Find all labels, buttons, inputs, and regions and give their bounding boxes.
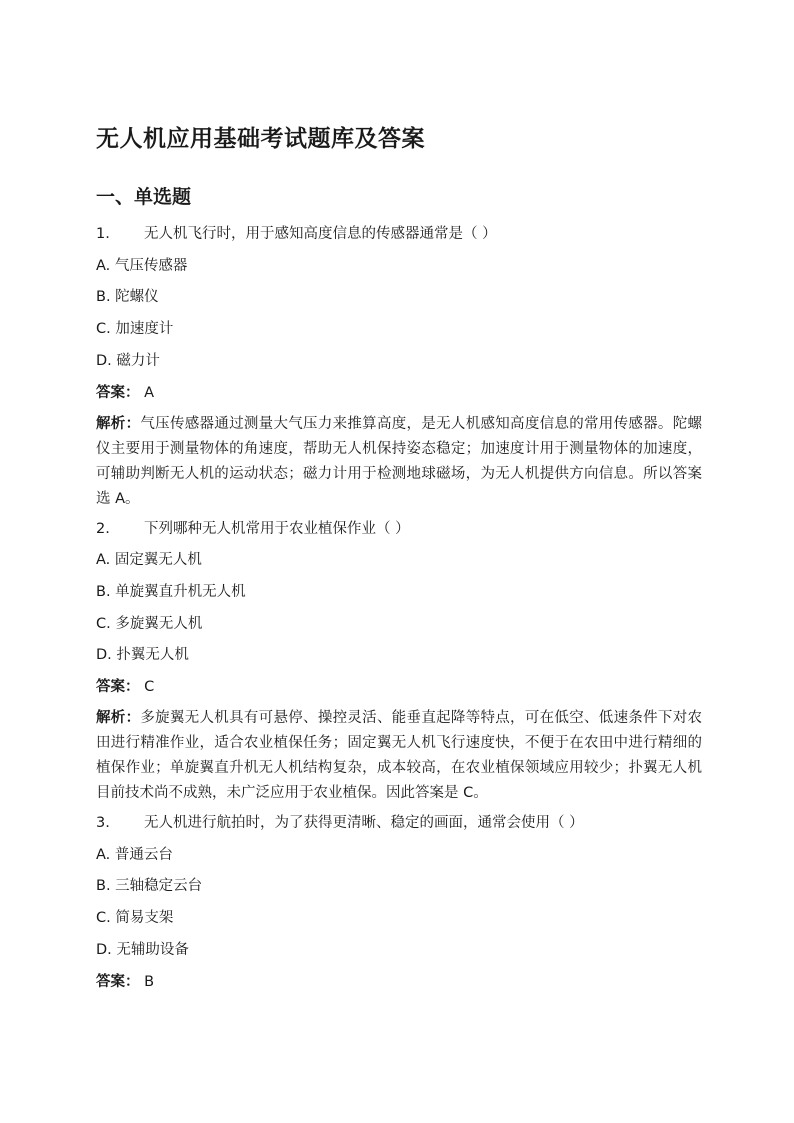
option-c: C. 简易支架	[96, 910, 174, 926]
explanation-text: 气压传感器通过测量大气压力来推算高度，是无人机感知高度信息的常用传感器。陀螺仪主要用于测量物体的角速度，帮助无人机保持姿态稳定；加速度计用于测量物体的加速度，可辅助判断无人机的运动状态；磁力计用于检测地球磁场，为无人机提供方向信息。所以答案选 A。	[96, 416, 703, 507]
option-b: B. 陀螺仪	[96, 289, 159, 305]
document-title: 无人机应用基础考试题库及答案	[96, 126, 425, 152]
option-c: C. 多旋翼无人机	[96, 616, 203, 632]
question-1	[96, 224, 497, 244]
question-number: 2.	[96, 521, 110, 537]
explanation-text: 多旋翼无人机具有可悬停、操控灵活、能垂直起降等特点，可在低空、低速条件下对农田进行精准作业，适合农业植保任务；固定翼无人机飞行速度快，不便于在农田中进行精细的植保作业；单旋翼直升机无人机结构复杂，成本较高，在农业植保领域应用较少；扑翼无人机目前技术尚不成熟，未广泛应用于农业植保。因此答案是 C。	[96, 710, 703, 801]
option-a: A. 普通云台	[96, 847, 173, 863]
answer-label: 答案	[96, 679, 125, 695]
answer-3: 答案： B	[96, 974, 155, 990]
option-b: B. 三轴稳定云台	[96, 878, 203, 894]
question-text: 无人机飞行时，用于感知高度信息的传感器通常是（ ）	[144, 226, 497, 242]
option-c: C. 加速度计	[96, 321, 174, 337]
option-d: D. 扑翼无人机	[96, 647, 189, 663]
answer-1: 答案： A	[96, 385, 155, 401]
answer-value: C	[144, 679, 155, 695]
question-3	[96, 813, 584, 833]
option-a: A. 固定翼无人机	[96, 552, 202, 568]
question-number: 1.	[96, 226, 110, 242]
explanation-1: 解析：气压传感器通过测量大气压力来推算高度，是无人机感知高度信息的常用传感器。陀螺仪主要用于测量物体的角速度，帮助无人机保持姿态稳定；加速度计用于测量物体的加速度，可辅助判断无人机的运动状态；磁力计用于检测地球磁场，为无人机提供方向信息。所以答案选 A。	[96, 416, 703, 507]
question-text: 下列哪种无人机常用于农业植保作业（ ）	[144, 521, 410, 537]
question-text: 无人机进行航拍时，为了获得更清晰、稳定的画面，通常会使用（ ）	[144, 815, 584, 831]
answer-value: A	[144, 385, 155, 401]
explanation-label: 解析	[96, 416, 126, 432]
option-a: A. 气压传感器	[96, 258, 188, 274]
answer-value: B	[144, 974, 155, 990]
explanation-label: 解析	[96, 710, 126, 726]
option-d: D. 无辅助设备	[96, 942, 189, 958]
question-2	[96, 519, 410, 539]
answer-label: 答案	[96, 974, 125, 990]
explanation-2: 解析：多旋翼无人机具有可悬停、操控灵活、能垂直起降等特点，可在低空、低速条件下对农田进行精准作业，适合农业植保任务；固定翼无人机飞行速度快，不便于在农田中进行精细的植保作业；单旋翼直升机无人机结构复杂，成本较高，在农业植保领域应用较少；扑翼无人机目前技术尚不成熟，未广泛应用于农业植保。因此答案是 C。	[96, 710, 703, 801]
question-number: 3.	[96, 815, 110, 831]
answer-label: 答案	[96, 385, 125, 401]
answer-2: 答案： C	[96, 679, 155, 695]
section-heading: 一、单选题	[96, 186, 192, 208]
option-b: B. 单旋翼直升机无人机	[96, 584, 246, 600]
option-d: D. 磁力计	[96, 353, 160, 369]
